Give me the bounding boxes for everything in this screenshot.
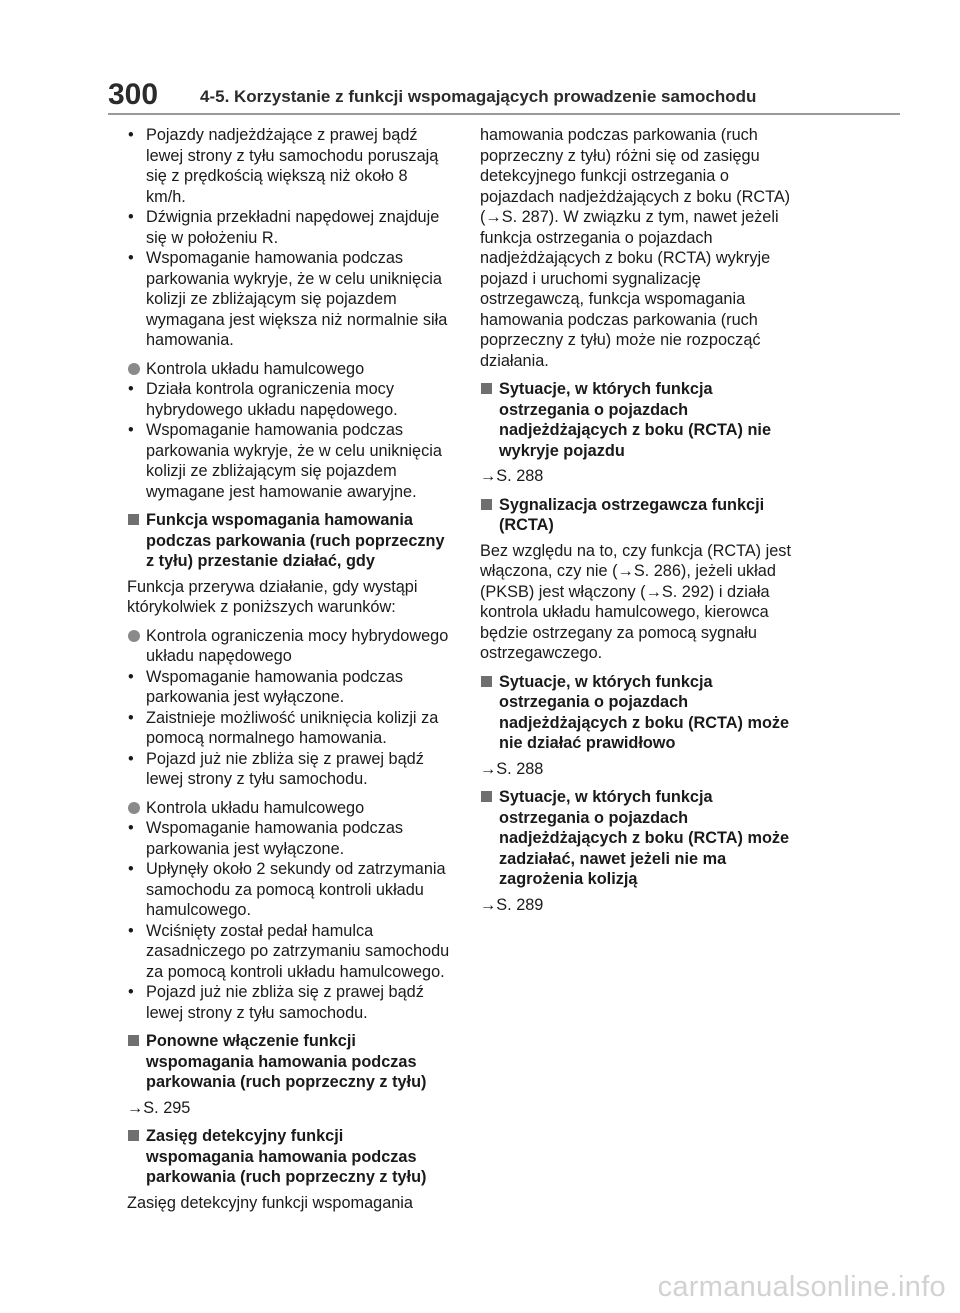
subsection-title: Kontrola układu hamulcowego xyxy=(146,359,365,378)
square-bullet-icon xyxy=(128,1130,139,1141)
header-divider xyxy=(108,113,900,115)
bullet-text: Pojazdy nadjeżdżające z prawej bądź lewej strony z tyłu samochodu poruszają się z prędkością większą niż około 8 km/h. xyxy=(146,126,439,206)
bullet-text: Wspomaganie hamowania podczas parkowania wykryje, że w celu uniknięcia kolizji ze zbliżającym się pojazdem wymagane jest hamowanie awaryjne. xyxy=(146,421,442,501)
bullet-text: Dźwignia przekładni napędowej znajduje się w położeniu R. xyxy=(146,208,440,247)
paragraph xyxy=(480,759,805,780)
bullet-text: Wspomaganie hamowania podczas parkowania jest wyłączone. xyxy=(146,667,404,706)
page-header xyxy=(108,78,904,118)
left-column xyxy=(127,125,450,1213)
bullet-text: Wspomaganie hamowania podczas parkowania wykryje, że w celu uniknięcia kolizji ze zbliżającym się pojazdem wymagana jest większa niż normalnie siła hamowania. xyxy=(146,249,448,349)
paragraph-text: →S. 288 xyxy=(480,467,544,485)
bullet-item xyxy=(127,667,450,708)
bullet-text: Upłynęły około 2 sekundy od zatrzymania samochodu za pomocą kontroli układu hamulcowego. xyxy=(146,860,446,919)
subsection-heading xyxy=(127,359,450,380)
subsection-heading xyxy=(127,626,450,667)
section-heading xyxy=(127,510,450,572)
paragraph-text: Zasięg detekcyjny funkcji wspomagania xyxy=(127,1193,413,1212)
bullet-text: Działa kontrola ograniczenia mocy hybrydowego układu napędowego. xyxy=(146,380,398,419)
subsection-heading xyxy=(127,798,450,819)
section-heading xyxy=(127,1126,450,1188)
square-bullet-icon xyxy=(481,383,492,394)
paragraph-text: Bez względu na to, czy funkcja (RCTA) jest włączona, czy nie (→S. 286), jeżeli układ (PKSB) jest włączony (→S. 292) i działa kontrola układu hamulcowego, kierowca będzie ostrzegany za pomocą sygnału ostrzegawczego. xyxy=(480,541,791,662)
bullet-item xyxy=(127,420,450,502)
paragraph xyxy=(480,895,805,916)
paragraph-text: Funkcja przerywa działanie, gdy wystąpi którykolwiek z poniższych warunków: xyxy=(127,577,418,616)
bullet-text: Pojazd już nie zbliża się z prawej bądź lewej strony z tyłu samochodu. xyxy=(146,749,424,788)
paragraph xyxy=(480,466,805,487)
bullet-item xyxy=(127,818,450,859)
square-bullet-icon xyxy=(481,676,492,687)
watermark-url: carmanualsonline.info xyxy=(657,1271,946,1303)
bullet-text: Zaistnieje możliwość uniknięcia kolizji za pomocą normalnego hamowania. xyxy=(146,708,439,747)
square-bullet-icon xyxy=(481,499,492,510)
square-bullet-icon xyxy=(128,1035,139,1046)
bullet-item xyxy=(127,749,450,790)
bullet-text: Wciśnięty został pedał hamulca zasadniczego po zatrzymaniu samochodu za pomocą kontroli układu hamulcowego. xyxy=(146,921,450,981)
section-title: Zasięg detekcyjny funkcji wspomagania hamowania podczas parkowania (ruch poprzeczny z tyłu) xyxy=(146,1127,427,1186)
circle-bullet-icon xyxy=(128,630,140,642)
bullet-item xyxy=(127,379,450,420)
paragraph xyxy=(127,577,450,618)
paragraph-text: →S. 289 xyxy=(480,895,544,914)
bullet-item xyxy=(127,248,450,351)
section-title: Sytuacje, w których funkcja ostrzegania o pojazdach nadjeżdżających z boku (RCTA) nie wykryje pojazdu xyxy=(499,380,771,460)
bullet-item xyxy=(127,125,450,207)
bullet-text: Wspomaganie hamowania podczas parkowania jest wyłączone. xyxy=(146,819,404,858)
bullet-item xyxy=(127,982,450,1023)
square-bullet-icon xyxy=(481,791,492,802)
square-bullet-icon xyxy=(128,514,139,525)
section-title: Sygnalizacja ostrzegawcza funkcji (RCTA) xyxy=(499,495,765,534)
bullet-item xyxy=(127,921,450,983)
paragraph xyxy=(127,1098,450,1119)
section-title: Sytuacje, w których funkcja ostrzegania o pojazdach nadjeżdżających z boku (RCTA) może nie działać prawidłowo xyxy=(499,672,790,752)
section-title: Funkcja wspomagania hamowania podczas parkowania (ruch poprzeczny z tyłu) przestanie działać, gdy xyxy=(146,511,445,570)
section-heading xyxy=(480,787,805,890)
paragraph xyxy=(480,125,805,371)
bullet-item xyxy=(127,708,450,749)
page-number: 300 xyxy=(108,78,159,111)
paragraph-text: hamowania podczas parkowania (ruch poprzeczny z tyłu) różni się od zasięgu detekcyjnego funkcji ostrzegania o pojazdach nadjeżdżających z boku (RCTA) (→S. 287). W związku z tym, nawet jeżeli funkcja ostrzegania o pojazdach nadjeżdżających z boku (RCTA) wykryje pojazd i uruchomi sygnalizację ostrzegawczą, funkcja wspomagania hamowania podczas parkowania (ruch poprzeczny z tyłu) może nie rozpocząć działania. xyxy=(480,126,791,370)
section-heading xyxy=(127,1031,450,1093)
subsection-title: Kontrola układu hamulcowego xyxy=(146,798,365,817)
section-heading xyxy=(480,495,805,536)
right-column xyxy=(480,125,805,915)
bullet-item xyxy=(127,859,450,921)
bullet-text: Pojazd już nie zbliża się z prawej bądź lewej strony z tyłu samochodu. xyxy=(146,983,424,1022)
section-title: Sytuacje, w których funkcja ostrzegania o pojazdach nadjeżdżających z boku (RCTA) może zadziałać, nawet jeżeli nie ma zagrożenia kolizją xyxy=(499,788,790,888)
section-heading xyxy=(480,672,805,754)
circle-bullet-icon xyxy=(128,363,140,375)
subsection-title: Kontrola ograniczenia mocy hybrydowego układu napędowego xyxy=(146,626,449,665)
chapter-title: 4-5. Korzystanie z funkcji wspomagających prowadzenie samochodu xyxy=(200,87,757,106)
paragraph xyxy=(480,541,805,664)
bullet-item xyxy=(127,207,450,248)
paragraph-text: →S. 288 xyxy=(480,759,544,778)
section-heading xyxy=(480,379,805,461)
paragraph xyxy=(127,1193,450,1214)
section-title: Ponowne włączenie funkcji wspomagania hamowania podczas parkowania (ruch poprzeczny z tyłu) xyxy=(146,1032,427,1091)
circle-bullet-icon xyxy=(128,802,140,814)
paragraph-text: →S. 295 xyxy=(127,1098,191,1117)
